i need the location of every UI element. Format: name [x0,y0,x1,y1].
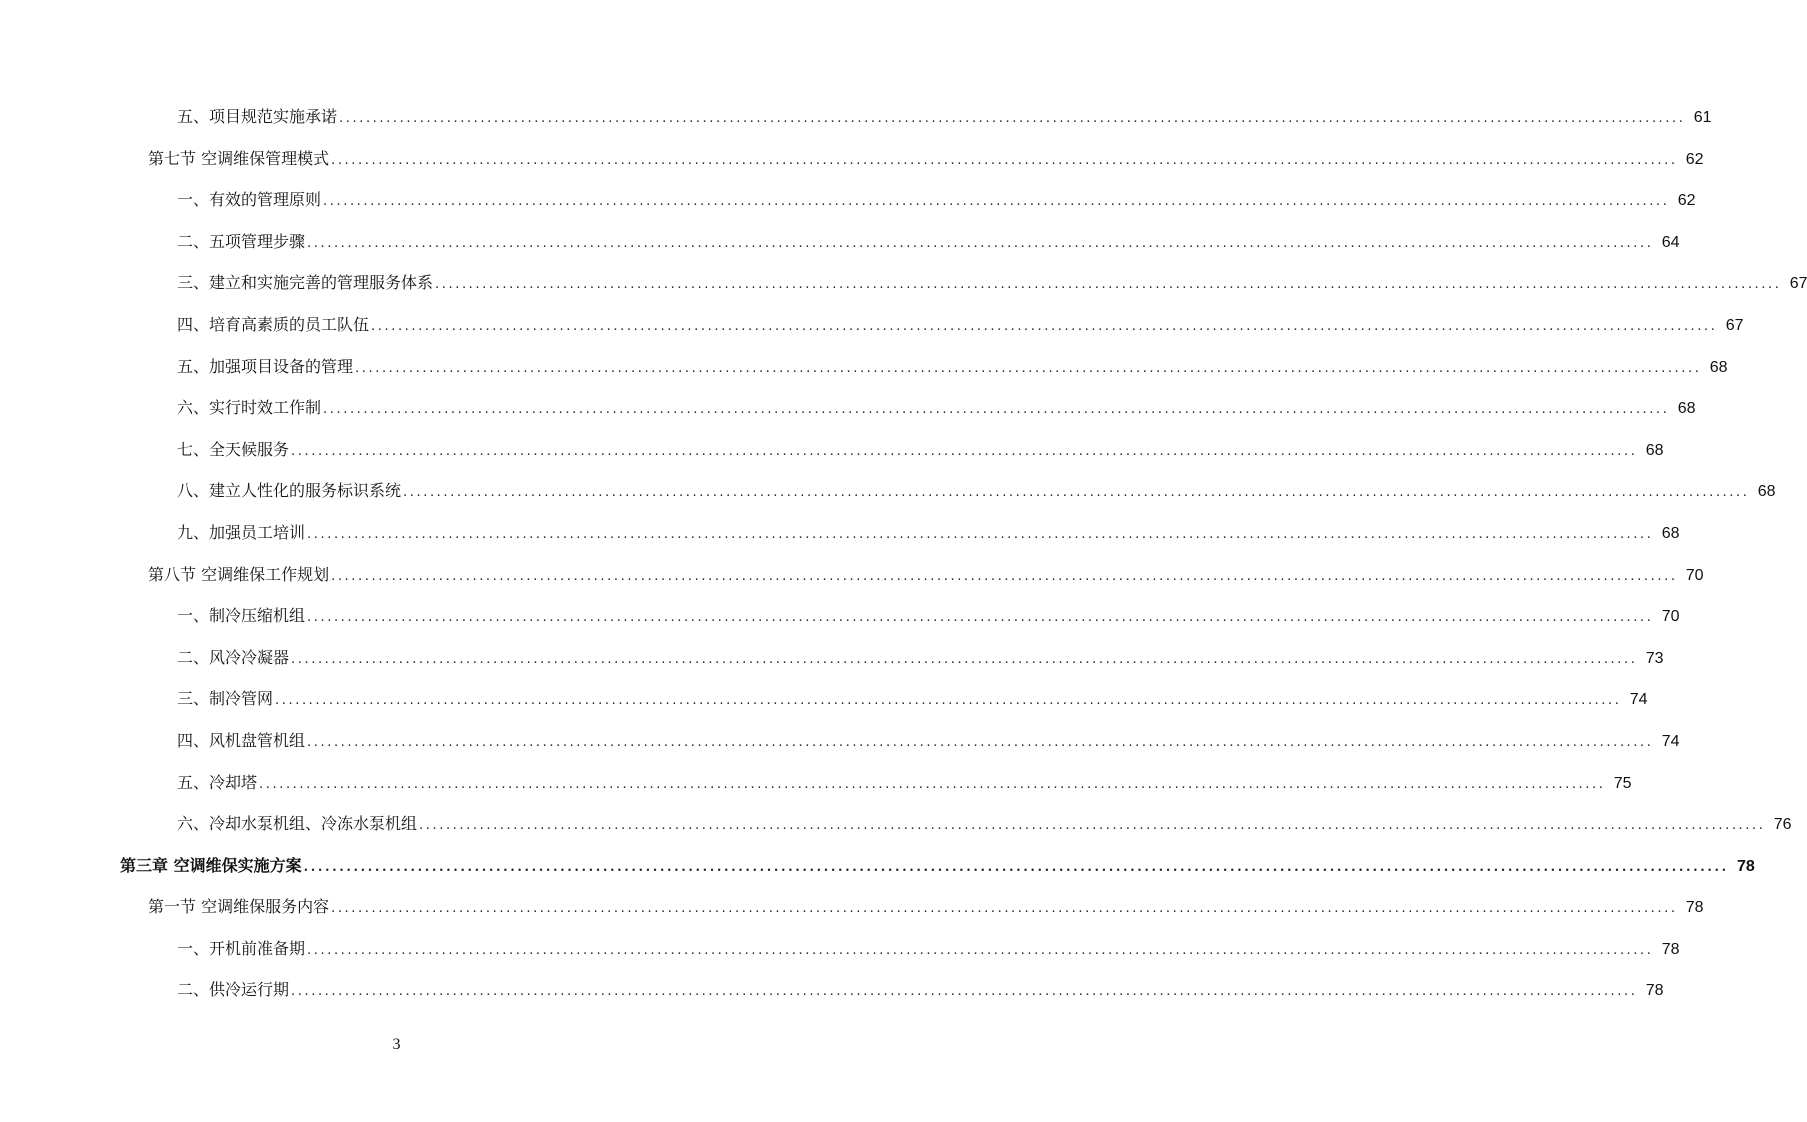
toc-subsection-entry[interactable] [0,720,1680,762]
toc-dot-leader: ........................................................................................................................................................................................................ [403,485,1750,501]
toc-entry-page-number: 61 [1693,109,1712,126]
page-number: 3 [392,1036,401,1053]
toc-entry-page-number: 70 [1685,566,1704,584]
toc-entry-title: 第一节 空调维保服务内容 [148,897,330,917]
toc-entry-page-number: 68 [1645,441,1664,459]
toc-dot-leader: ........................................................................................................................................................................................................ [307,734,1654,750]
toc-entry-page-number: 74 [1661,732,1680,750]
toc-dot-leader: ........................................................................................................................................................................................................ [371,318,1718,334]
toc-entry-title: 一、开机前准备期 [177,938,306,958]
toc-dot-leader: ........................................................................................................................................................................................................ [323,194,1670,210]
toc-section-entry[interactable] [0,554,1704,596]
toc-subsection-entry[interactable] [0,470,1776,512]
toc-section-entry[interactable] [0,138,1704,180]
toc-entry-page-number: 67 [1789,275,1807,293]
toc-entry-title: 第八节 空调维保工作规划 [148,564,330,584]
toc-dot-leader: ........................................................................................................................................................................................................ [307,235,1654,251]
toc-entry-title: 五、项目规范实施承诺 [177,107,338,126]
toc-dot-leader: ........................................................................................................................................................................................................ [307,610,1654,626]
toc-entry-page-number: 68 [1709,358,1728,376]
toc-dot-leader: ........................................................................................................................................................................................................ [259,776,1606,792]
toc-dot-leader: ........................................................................................................................................................................................................ [291,984,1638,1000]
toc-entry-page-number: 73 [1645,649,1664,667]
toc-entry-page-number: 74 [1629,691,1648,709]
toc-entry-page-number: 68 [1661,524,1680,542]
toc-dot-leader: ........................................................................................................................................................................................................ [303,859,1729,875]
toc-subsection-entry[interactable] [0,262,1807,304]
toc-entry-title: 二、风冷冷凝器 [177,647,290,667]
toc-subsection-entry[interactable] [0,387,1696,429]
toc-entry-page-number: 78 [1736,857,1755,875]
toc-entry-title: 九、加强员工培训 [177,522,306,542]
toc-entry-title: 一、制冷压缩机组 [177,606,306,626]
toc-subsection-entry[interactable] [0,346,1728,388]
toc-entry-title: 第七节 空调维保管理模式 [148,148,330,168]
toc-subsection-entry[interactable] [0,96,1712,138]
toc-subsection-entry[interactable] [0,637,1664,679]
toc-dot-leader: ........................................................................................................................................................................................................ [331,568,1678,584]
toc-dot-leader: ........................................................................................................................................................................................................ [339,111,1686,126]
toc-entry-title: 五、冷却塔 [177,772,258,792]
toc-entry-page-number: 64 [1661,233,1680,251]
table-of-contents [0,96,1807,1011]
toc-section-entry[interactable] [0,886,1704,928]
toc-entry-title: 四、培育高素质的员工队伍 [177,314,370,334]
toc-entry-title: 八、建立人性化的服务标识系统 [177,481,402,501]
toc-chapter-entry[interactable] [0,845,1755,887]
toc-entry-page-number: 75 [1613,774,1632,792]
toc-dot-leader: ........................................................................................................................................................................................................ [323,402,1670,418]
toc-subsection-entry[interactable] [0,595,1680,637]
toc-entry-title: 二、供冷运行期 [177,980,290,1000]
toc-dot-leader: ........................................................................................................................................................................................................ [331,152,1678,168]
toc-dot-leader: ........................................................................................................................................................................................................ [291,443,1638,459]
toc-entry-title: 六、实行时效工作制 [177,398,322,418]
toc-entry-page-number: 62 [1677,192,1696,210]
toc-subsection-entry[interactable] [0,221,1680,263]
toc-dot-leader: ........................................................................................................................................................................................................ [307,526,1654,542]
toc-entry-page-number: 67 [1725,316,1744,334]
toc-entry-title: 五、加强项目设备的管理 [177,356,354,376]
toc-dot-leader: ........................................................................................................................................................................................................ [435,277,1782,293]
toc-subsection-entry[interactable] [0,928,1680,970]
toc-dot-leader: ........................................................................................................................................................................................................ [275,693,1622,709]
toc-entry-title: 一、有效的管理原则 [177,190,322,210]
toc-dot-leader: ........................................................................................................................................................................................................ [419,818,1766,834]
toc-dot-leader: ........................................................................................................................................................................................................ [355,360,1702,376]
toc-dot-leader: ........................................................................................................................................................................................................ [291,651,1638,667]
toc-entry-page-number: 68 [1677,400,1696,418]
toc-entry-title: 六、冷却水泵机组、冷冻水泵机组 [177,814,418,834]
toc-entry-title: 二、五项管理步骤 [177,231,306,251]
toc-entry-page-number: 70 [1661,608,1680,626]
toc-dot-leader: ........................................................................................................................................................................................................ [331,901,1678,917]
toc-subsection-entry[interactable] [0,678,1648,720]
toc-subsection-entry[interactable] [0,429,1664,471]
toc-subsection-entry[interactable] [0,512,1680,554]
toc-entry-page-number: 68 [1757,483,1776,501]
toc-entry-page-number: 78 [1661,940,1680,958]
toc-entry-title: 三、制冷管网 [177,689,274,709]
toc-entry-title: 七、全天候服务 [177,439,290,459]
toc-entry-page-number: 76 [1773,816,1792,834]
toc-subsection-entry[interactable] [0,762,1632,804]
toc-subsection-entry[interactable] [0,969,1664,1011]
toc-dot-leader: ........................................................................................................................................................................................................ [307,942,1654,958]
toc-subsection-entry[interactable] [0,304,1744,346]
toc-entry-page-number: 62 [1685,150,1704,168]
toc-subsection-entry[interactable] [0,179,1696,221]
toc-entry-title: 三、建立和实施完善的管理服务体系 [177,273,434,293]
toc-entry-title: 四、风机盘管机组 [177,730,306,750]
toc-subsection-entry[interactable] [0,803,1792,845]
toc-entry-page-number: 78 [1645,982,1664,1000]
toc-entry-page-number: 78 [1685,899,1704,917]
toc-entry-title: 第三章 空调维保实施方案 [120,855,302,875]
